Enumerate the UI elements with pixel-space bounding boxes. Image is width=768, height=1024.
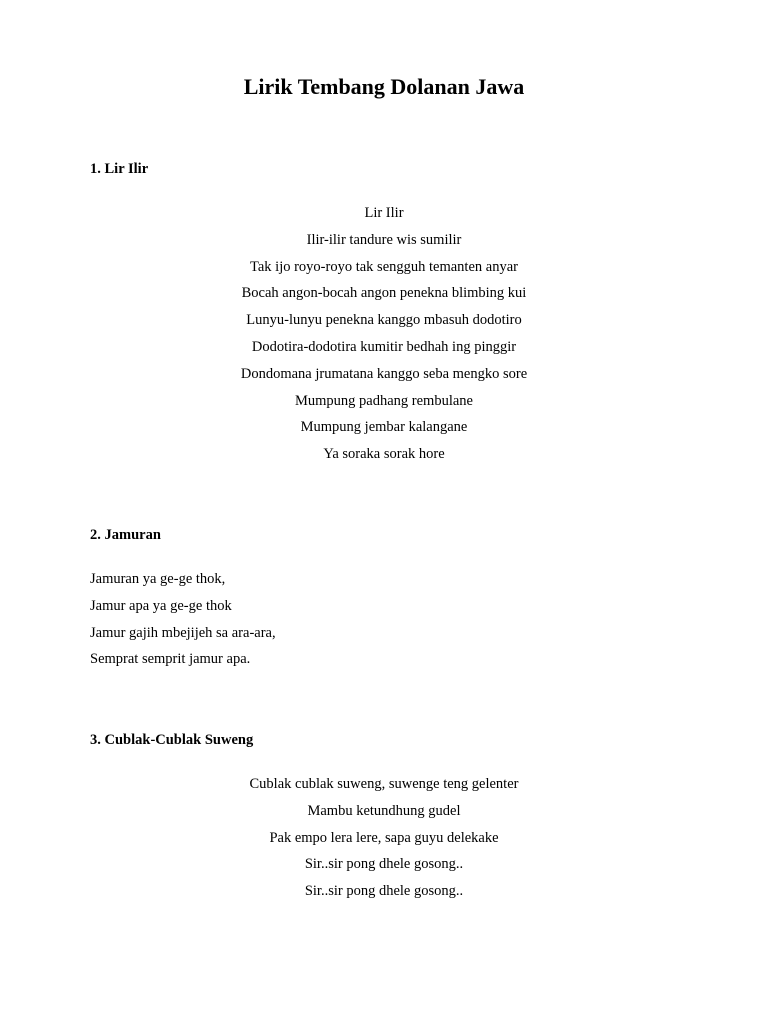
lyric-line: Mumpung jembar kalangane [300, 419, 468, 436]
document-title: Lirik Tembang Dolanan Jawa [243, 74, 525, 99]
lyric-line: Dodotira-dodotira kumitir bedhah ing pinggir [251, 338, 517, 355]
lyric-line: Ya soraka sorak hore [323, 446, 445, 463]
section-heading-lir-ilir: 1. Lir Ilir [90, 161, 149, 177]
lyric-line: Sir..sir pong dhele gosong.. [304, 883, 464, 900]
lyric-line: Mumpung padhang rembulane [295, 392, 473, 409]
lyric-line: Ilir-ilir tandure wis sumilir [306, 231, 462, 248]
lyric-line: Lunyu-lunyu penekna kanggo mbasuh dodotiro [246, 312, 522, 329]
section-heading-cublak-cublak-suweng: 3. Cublak-Cublak Suweng [90, 732, 254, 748]
lyric-line: Sir..sir pong dhele gosong.. [304, 856, 464, 873]
lyric-line: Mambu ketundhung gudel [307, 802, 461, 819]
lyric-line: Pak empo lera lere, sapa guyu delekake [269, 829, 499, 846]
lyrics-block-jamuran [90, 566, 690, 673]
section-heading-jamuran: 2. Jamuran [90, 527, 161, 543]
lyrics-block-cublak-cublak-suweng [0, 771, 768, 905]
lyric-line: Semprat semprit jamur apa. [90, 651, 251, 668]
lyric-line: Lir Ilir [364, 205, 404, 221]
lyrics-block-lir-ilir [0, 200, 768, 468]
lyric-line: Jamur apa ya ge-ge thok [90, 597, 232, 614]
lyric-line: Cublak cublak suweng, suwenge teng gelenter [249, 776, 519, 792]
lyric-line: Dondomana jrumatana kanggo seba mengko sore [240, 365, 528, 382]
lyric-line: Jamuran ya ge-ge thok, [90, 571, 226, 587]
lyric-line: Bocah angon-bocah angon penekna blimbing kui [241, 285, 527, 302]
lyric-line: Jamur gajih mbejijeh sa ara-ara, [90, 624, 276, 641]
lyric-line: Tak ijo royo-royo tak sengguh temanten anyar [250, 258, 518, 275]
